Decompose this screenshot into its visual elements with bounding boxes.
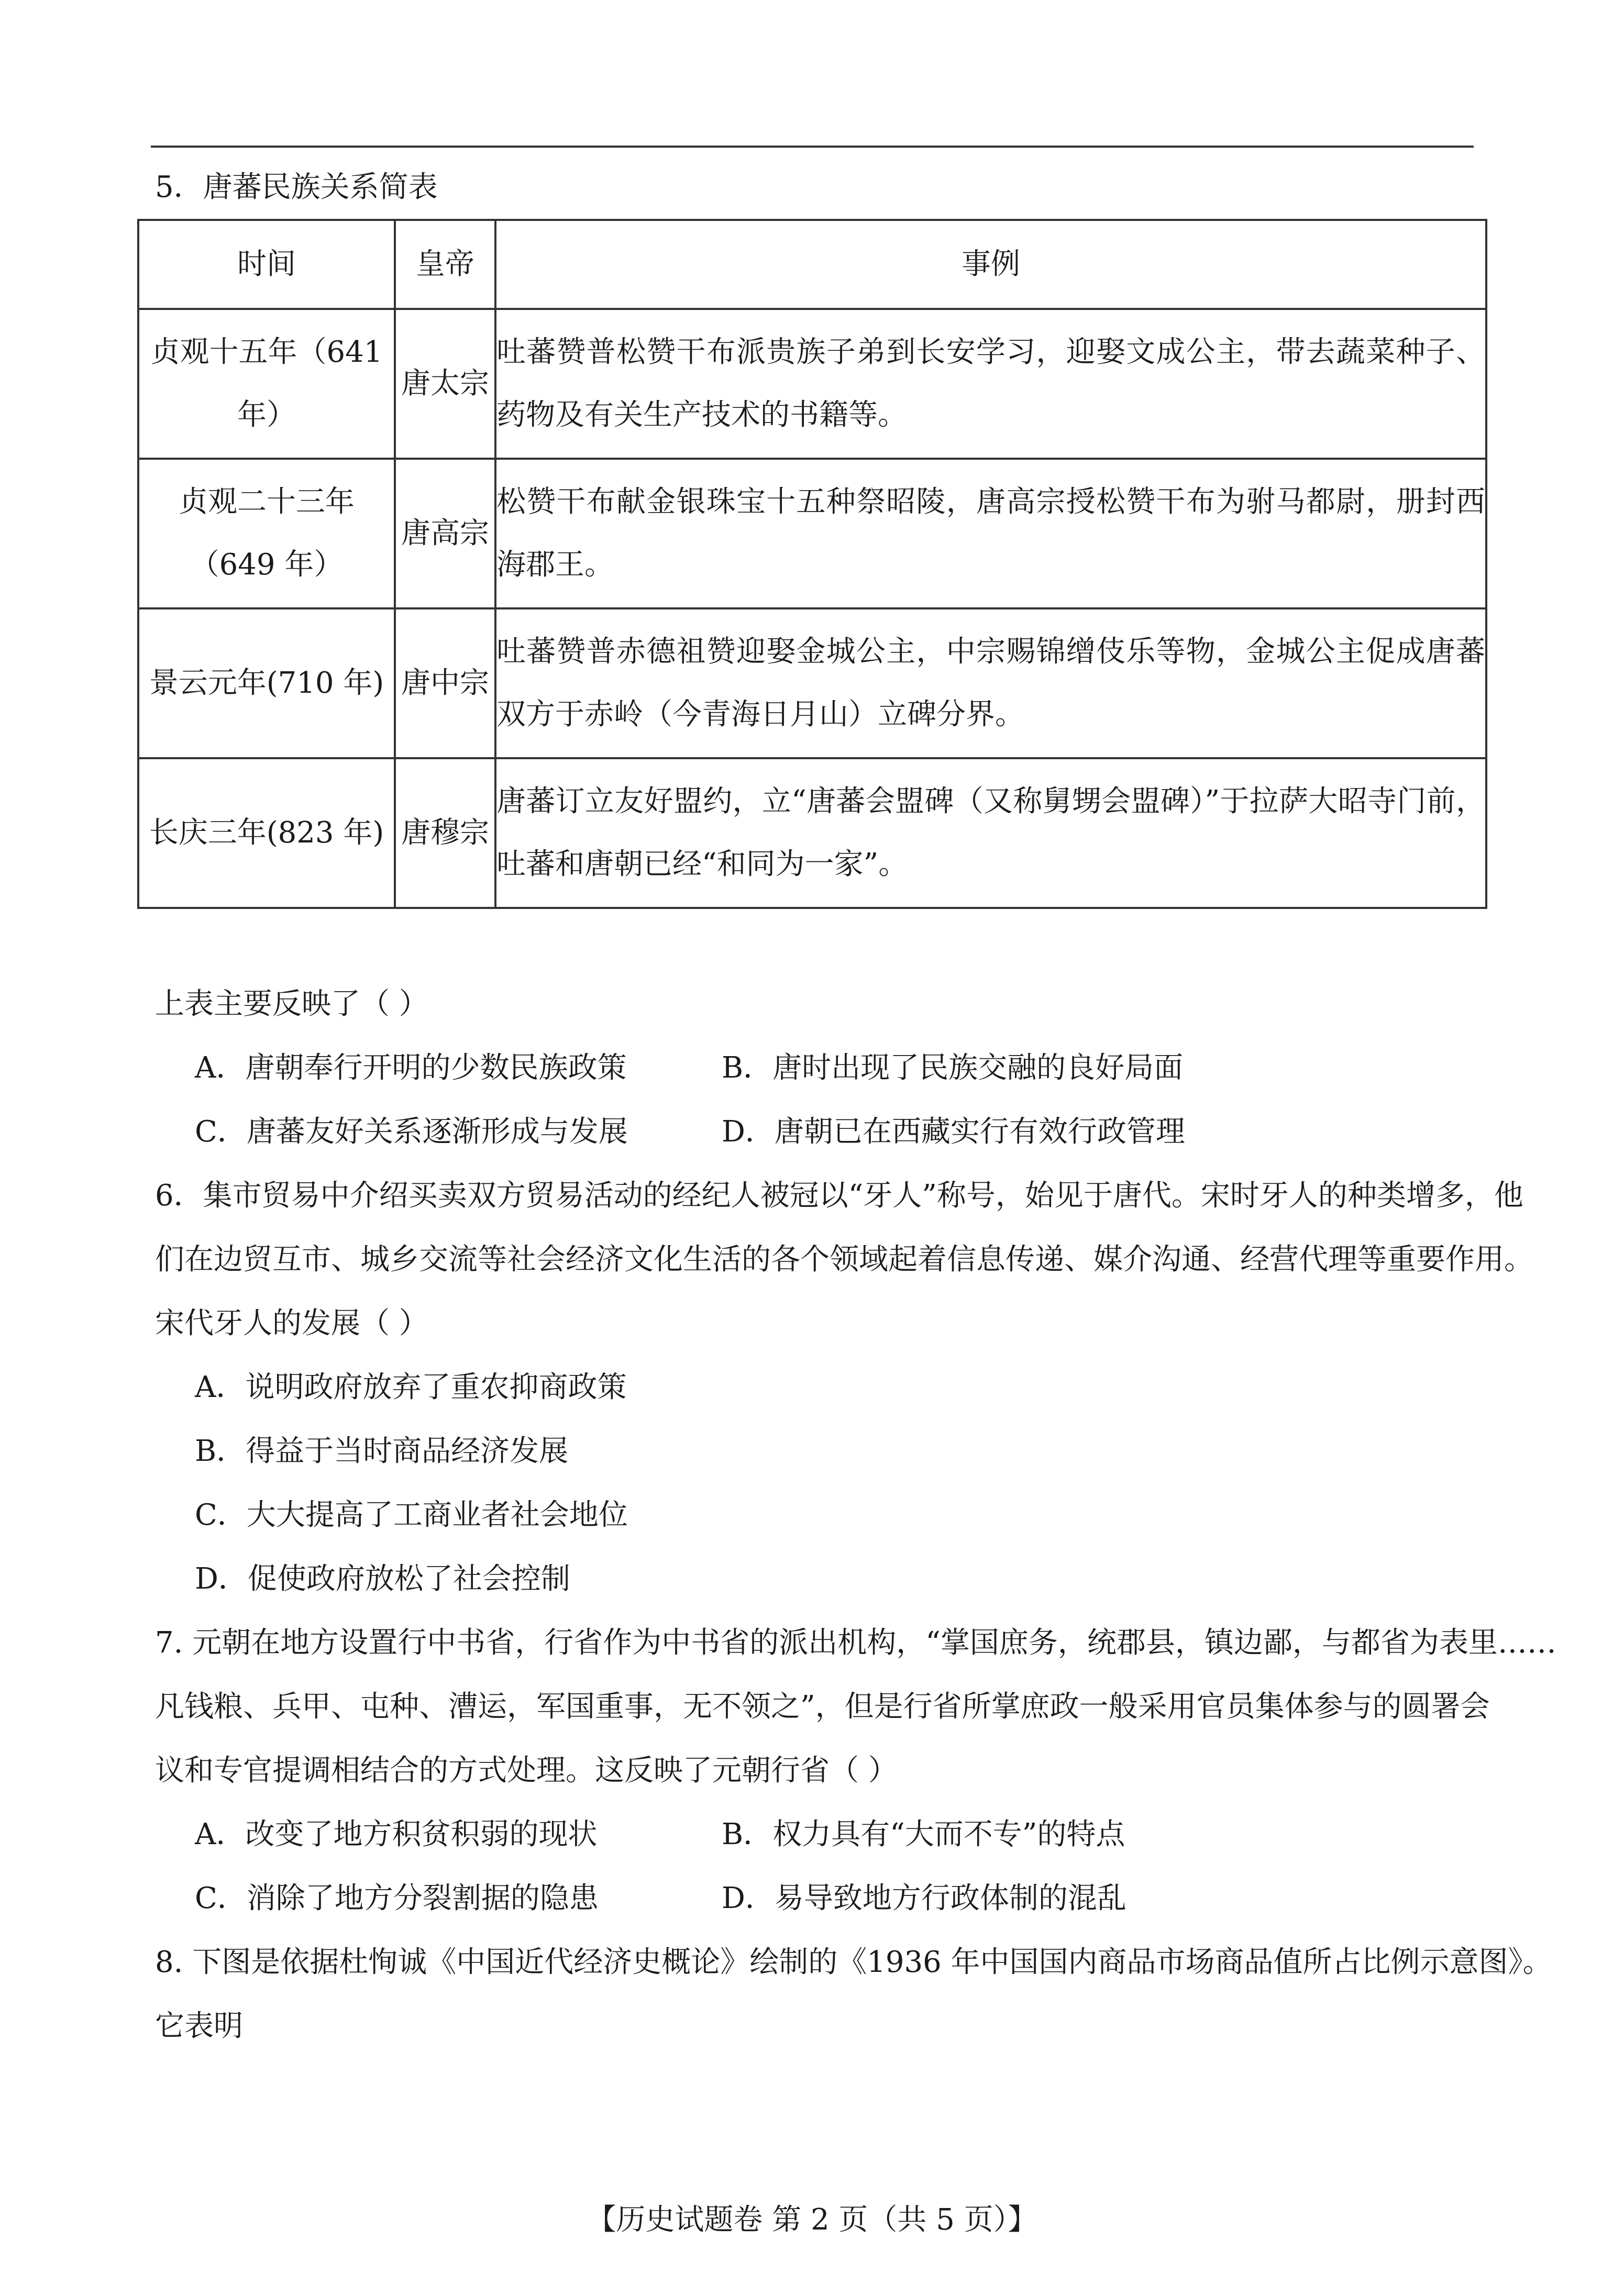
q7-option-b[interactable]: B．权力具有“大而不专”的特点 — [722, 1817, 1125, 1851]
q6-line-2: 们在边贸互市、城乡交流等社会经济文化生活的各个领域起着信息传递、媒介沟通、经营代理等重要作用。 — [155, 1243, 1533, 1277]
row-emperor: 唐中宗 — [395, 608, 495, 758]
q5-option-d[interactable]: D．唐朝已在西藏实行有效行政管理 — [722, 1115, 1185, 1149]
table-row — [138, 758, 1486, 908]
table-row — [138, 459, 1486, 608]
q7-line-3: 议和专官提调相结合的方式处理。这反映了元朝行省（ ） — [155, 1754, 898, 1788]
row-event: 唐蕃订立友好盟约，立“唐蕃会盟碑（又称舅甥会盟碑）”于拉萨大昭寺门前，吐蕃和唐朝已经“和同为一家”。 — [495, 758, 1486, 908]
q7-option-c[interactable]: C．消除了地方分裂割据的隐患 — [195, 1881, 599, 1915]
row-time: 长庆三年(823 年) — [138, 758, 395, 908]
q6-option-c[interactable]: C．大大提高了工商业者社会地位 — [195, 1498, 628, 1532]
row-emperor: 唐穆宗 — [395, 758, 495, 908]
q6-option-d[interactable]: D．促使政府放松了社会控制 — [195, 1562, 570, 1596]
q8-line-2: 它表明 — [155, 2009, 243, 2043]
table-row — [138, 309, 1486, 459]
row-event: 吐蕃赞普赤德祖赞迎娶金城公主，中宗赐锦缯伎乐等物，金城公主促成唐蕃双方于赤岭（今青海日月山）立碑分界。 — [495, 608, 1486, 758]
row-event: 吐蕃赞普松赞干布派贵族子弟到长安学习，迎娶文成公主，带去蔬菜种子、药物及有关生产技术的书籍等。 — [495, 309, 1486, 459]
row-emperor: 唐太宗 — [395, 309, 495, 459]
header-emperor: 皇帝 — [395, 220, 495, 309]
header-event: 事例 — [495, 220, 1486, 309]
header-time: 时间 — [138, 220, 395, 309]
table-header-row — [138, 220, 1486, 309]
row-emperor: 唐高宗 — [395, 459, 495, 608]
q7-line-1: 7. 元朝在地方设置行中书省，行省作为中书省的派出机构，“掌国庶务，统郡县，镇边鄙，与都省为表里…… — [155, 1626, 1556, 1660]
page-footer: 【历史试题卷 第 2 页（共 5 页）】 — [587, 2203, 1037, 2237]
header-rule — [151, 146, 1474, 148]
row-event: 松赞干布献金银珠宝十五种祭昭陵，唐高宗授松赞干布为驸马都尉，册封西海郡王。 — [495, 459, 1486, 608]
q6-option-b[interactable]: B．得益于当时商品经济发展 — [195, 1434, 569, 1468]
q5-option-c[interactable]: C．唐蕃友好关系逐渐形成与发展 — [195, 1115, 628, 1149]
row-time: 贞观十五年（641年） — [138, 309, 395, 459]
q7-option-a[interactable]: A．改变了地方积贫积弱的现状 — [195, 1817, 598, 1851]
q5-option-b[interactable]: B．唐时出现了民族交融的良好局面 — [722, 1051, 1184, 1085]
q6-line-3: 宋代牙人的发展（ ） — [155, 1306, 428, 1340]
relations-table — [137, 219, 1487, 909]
row-time: 景云元年(710 年) — [138, 608, 395, 758]
q8-line-1: 8. 下图是依据杜恂诚《中国近代经济史概论》绘制的《1936 年中国国内商品市场商品值所占比例示意图》。 — [155, 1945, 1552, 1979]
q7-option-d[interactable]: D．易导致地方行政体制的混乱 — [722, 1881, 1126, 1915]
q5-stem: 上表主要反映了（ ） — [155, 987, 428, 1021]
q5-option-a[interactable]: A．唐朝奉行开明的少数民族政策 — [195, 1051, 627, 1085]
q7-line-2: 凡钱粮、兵甲、屯种、漕运，军国重事，无不领之”，但是行省所掌庶政一般采用官员集体参与的圆署会 — [155, 1690, 1490, 1724]
q5-title: 5．唐蕃民族关系简表 — [155, 170, 438, 204]
row-time: 贞观二十三年（649 年） — [138, 459, 395, 608]
q6-line-1: 6．集市贸易中介绍买卖双方贸易活动的经纪人被冠以“牙人”称号，始见于唐代。宋时牙人的种类增多，他 — [155, 1179, 1523, 1213]
table-row — [138, 608, 1486, 758]
q6-option-a[interactable]: A．说明政府放弃了重农抑商政策 — [195, 1370, 627, 1404]
